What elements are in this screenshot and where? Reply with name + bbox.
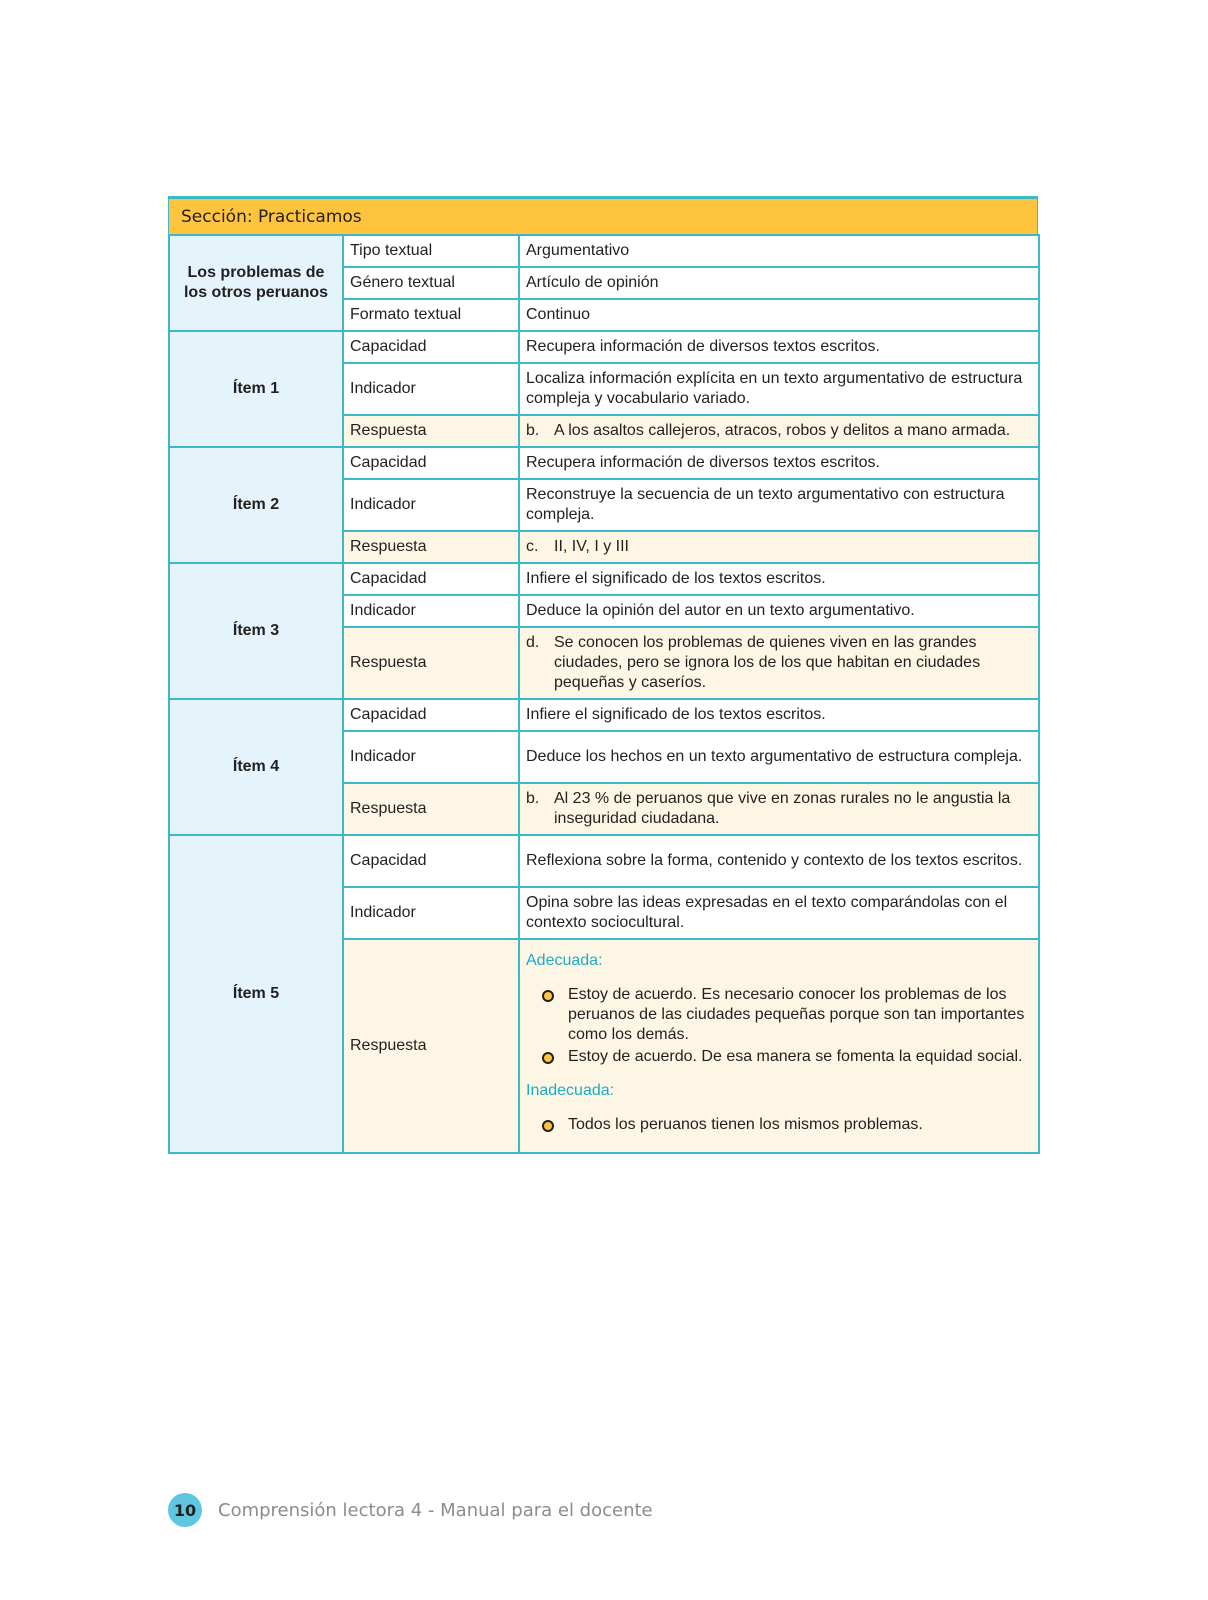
item-label: Ítem 1 — [169, 331, 343, 447]
capacidad-value: Reflexiona sobre la forma, contenido y contexto de los textos escritos. — [519, 835, 1039, 887]
list-item — [542, 1047, 1032, 1067]
table-row — [169, 835, 1039, 887]
bullet-icon — [542, 1052, 554, 1064]
row-label: Capacidad — [343, 835, 519, 887]
row-label: Tipo textual — [343, 235, 519, 267]
item-label: Ítem 5 — [169, 835, 343, 1153]
list-item — [542, 1115, 1032, 1135]
row-label: Indicador — [343, 731, 519, 783]
respuesta-value — [519, 783, 1039, 835]
row-label: Respuesta — [343, 627, 519, 699]
answer-letter: d. — [526, 634, 540, 651]
item-label: Ítem 2 — [169, 447, 343, 563]
row-label: Respuesta — [343, 531, 519, 563]
adecuada-label: Adecuada: — [526, 952, 603, 969]
page-footer — [168, 1493, 653, 1527]
table-row — [169, 563, 1039, 595]
answer-letter: c. — [526, 538, 539, 555]
row-label: Capacidad — [343, 331, 519, 363]
table-row — [169, 331, 1039, 363]
row-value: Artículo de opinión — [519, 267, 1039, 299]
indicador-value: Deduce los hechos en un texto argumentativo de estructura compleja. — [519, 731, 1039, 783]
respuesta-value — [519, 627, 1039, 699]
row-label: Respuesta — [343, 415, 519, 447]
list-item-text: Estoy de acuerdo. De esa manera se fomenta la equidad social. — [568, 1048, 1023, 1065]
item-label: Ítem 4 — [169, 699, 343, 835]
text-title-cell: Los problemas de los otros peruanos — [169, 235, 343, 331]
row-label: Capacidad — [343, 447, 519, 479]
respuesta-value — [519, 939, 1039, 1153]
answer-letter: b. — [526, 790, 540, 807]
answer-key-sheet — [168, 196, 1038, 1154]
bullet-icon — [542, 990, 554, 1002]
answer-text: A los asaltos callejeros, atracos, robos y delitos a mano armada. — [554, 422, 1011, 439]
list-item-text: Todos los peruanos tienen los mismos problemas. — [568, 1116, 923, 1133]
section-header: Sección: Practicamos — [168, 196, 1038, 234]
table-row — [169, 699, 1039, 731]
row-label: Indicador — [343, 887, 519, 939]
table-row — [169, 235, 1039, 267]
answer-text: Al 23 % de peruanos que vive en zonas rurales no le angustia la inseguridad ciudadana. — [554, 790, 1011, 827]
page-number: 10 — [168, 1493, 202, 1527]
respuesta-value — [519, 531, 1039, 563]
answer-text: Se conocen los problemas de quienes viven en las grandes ciudades, pero se ignora los de los que habitan en ciudades pequeñas y caseríos. — [554, 634, 981, 691]
list-item-text: Estoy de acuerdo. Es necesario conocer los problemas de los peruanos de las ciudades pequeñas porque son tan importantes como los demás. — [568, 986, 1025, 1043]
answer-letter: b. — [526, 422, 540, 439]
row-label: Indicador — [343, 479, 519, 531]
row-label: Indicador — [343, 595, 519, 627]
row-label: Capacidad — [343, 699, 519, 731]
row-value: Argumentativo — [519, 235, 1039, 267]
row-label: Indicador — [343, 363, 519, 415]
table-row — [169, 447, 1039, 479]
capacidad-value: Recupera información de diversos textos escritos. — [519, 447, 1039, 479]
indicador-value: Opina sobre las ideas expresadas en el texto comparándolas con el contexto sociocultural. — [519, 887, 1039, 939]
indicador-value: Deduce la opinión del autor en un texto argumentativo. — [519, 595, 1039, 627]
indicador-value: Localiza información explícita en un texto argumentativo de estructura compleja y vocabulario variado. — [519, 363, 1039, 415]
inadecuada-list — [526, 1115, 1032, 1135]
capacidad-value: Recupera información de diversos textos escritos. — [519, 331, 1039, 363]
row-value: Continuo — [519, 299, 1039, 331]
capacidad-value: Infiere el significado de los textos escritos. — [519, 699, 1039, 731]
row-label: Respuesta — [343, 939, 519, 1153]
row-label: Capacidad — [343, 563, 519, 595]
row-label: Formato textual — [343, 299, 519, 331]
list-item — [542, 985, 1032, 1045]
adecuada-list — [526, 985, 1032, 1067]
indicador-value: Reconstruye la secuencia de un texto argumentativo con estructura compleja. — [519, 479, 1039, 531]
respuesta-value — [519, 415, 1039, 447]
row-label: Género textual — [343, 267, 519, 299]
bullet-icon — [542, 1120, 554, 1132]
item-label: Ítem 3 — [169, 563, 343, 699]
inadecuada-label: Inadecuada: — [526, 1082, 615, 1099]
answer-key-table — [168, 234, 1040, 1154]
footer-title: Comprensión lectora 4 - Manual para el docente — [218, 1499, 653, 1521]
answer-text: II, IV, I y III — [554, 538, 629, 555]
capacidad-value: Infiere el significado de los textos escritos. — [519, 563, 1039, 595]
row-label: Respuesta — [343, 783, 519, 835]
